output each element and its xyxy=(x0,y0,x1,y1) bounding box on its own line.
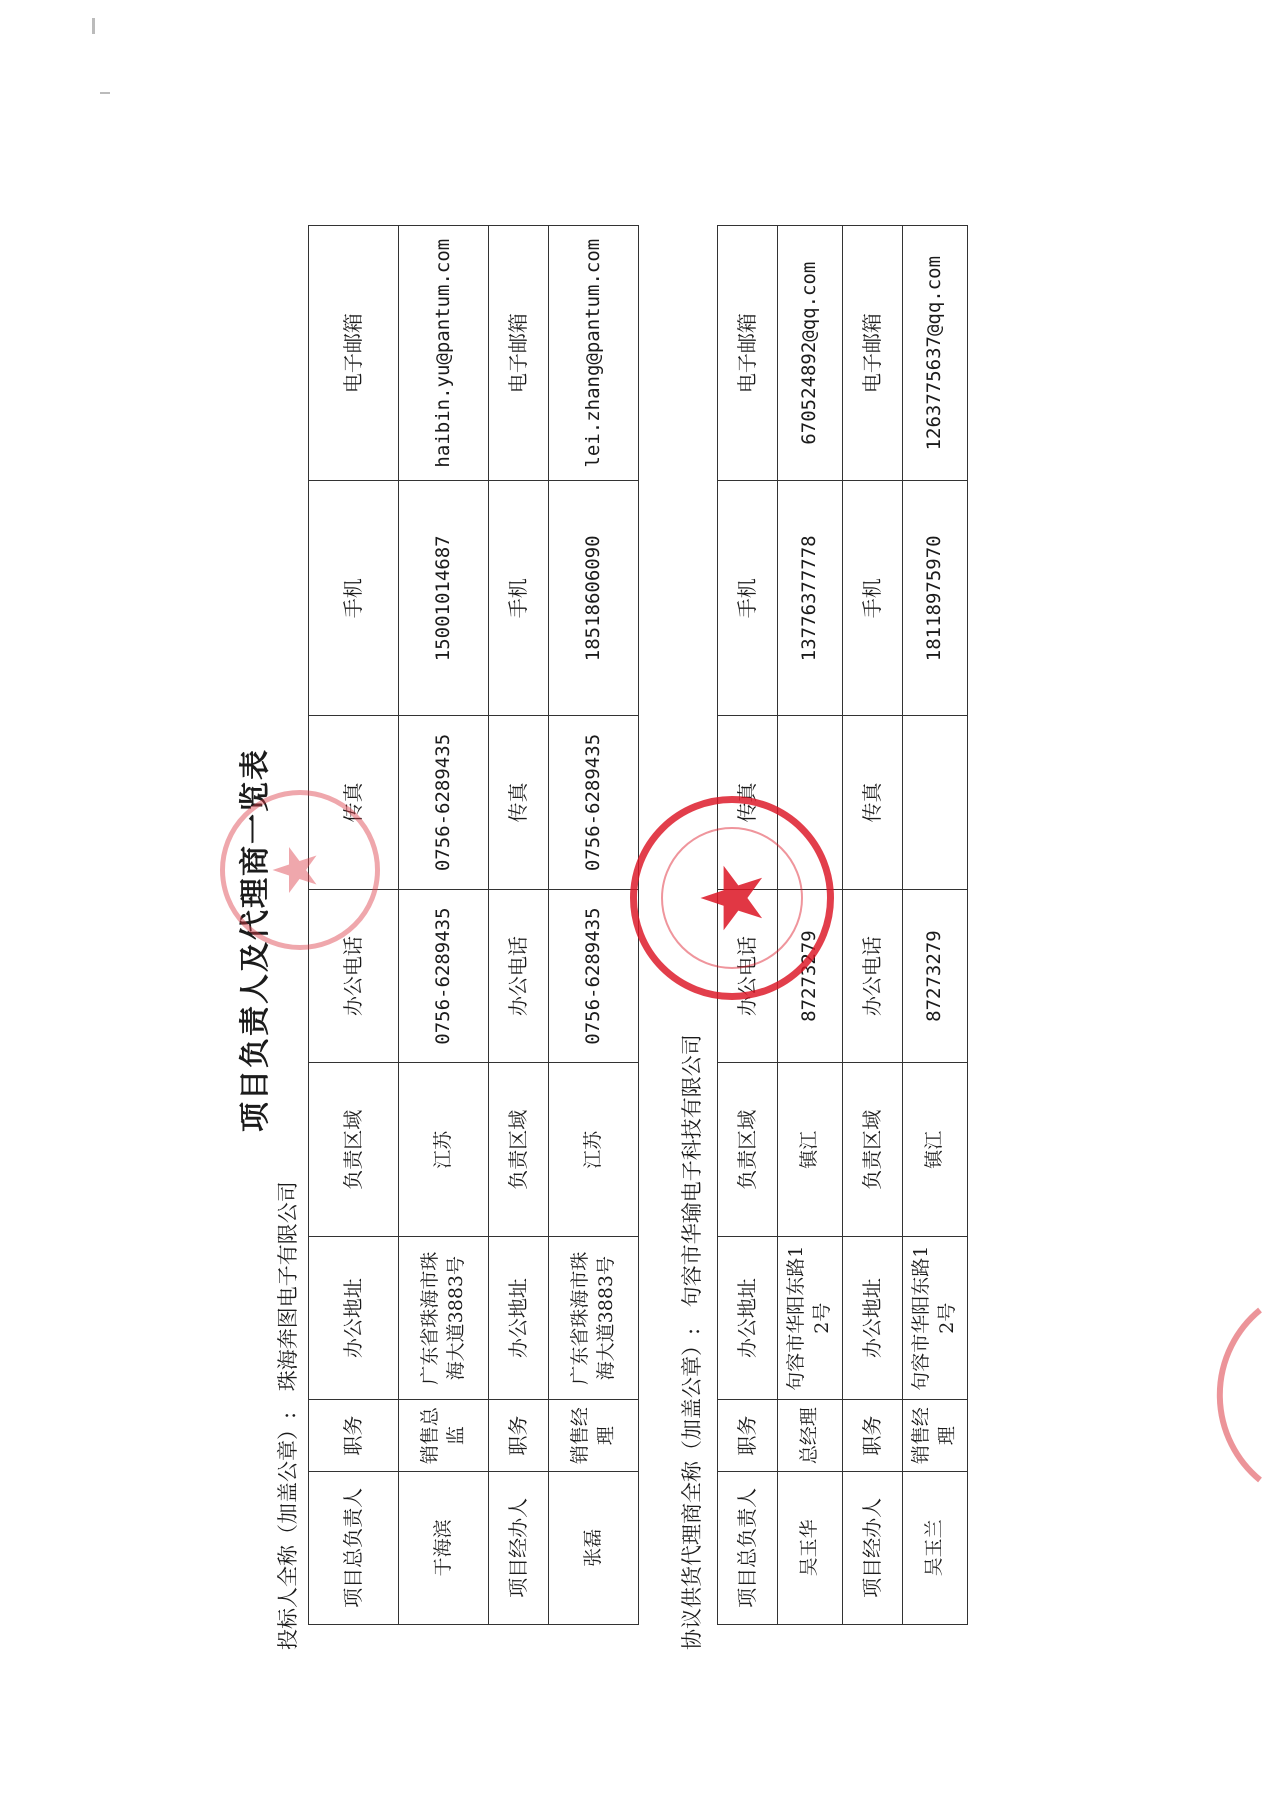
header-cell: 办公地址 xyxy=(843,1236,903,1399)
scan-mark xyxy=(100,92,110,94)
header-cell: 传真 xyxy=(718,716,778,890)
agent-name-line xyxy=(676,1034,706,1650)
header-cell: 手机 xyxy=(718,481,778,716)
header-cell: 手机 xyxy=(489,481,549,716)
office-phone: 87273279 xyxy=(903,889,968,1063)
mobile: 18518606090 xyxy=(549,481,639,716)
header-cell: 职务 xyxy=(843,1400,903,1471)
header-cell: 职务 xyxy=(718,1400,778,1471)
job-title: 销售总监 xyxy=(399,1400,489,1471)
table-row xyxy=(549,226,639,1625)
header-cell: 项目经办人 xyxy=(489,1471,549,1624)
header-cell: 负责区域 xyxy=(718,1063,778,1237)
office-address: 广东省珠海市珠海大道3883号 xyxy=(399,1236,489,1399)
table-row xyxy=(778,226,843,1625)
header-cell: 办公地址 xyxy=(718,1236,778,1399)
table-row xyxy=(903,226,968,1625)
fax: 0756-6289435 xyxy=(549,716,639,890)
header-cell: 电子邮箱 xyxy=(489,226,549,481)
office-phone: 0756-6289435 xyxy=(549,889,639,1063)
table-header-row xyxy=(718,226,778,1625)
header-cell: 负责区域 xyxy=(843,1063,903,1237)
table-header-row xyxy=(489,226,549,1625)
table-row xyxy=(399,226,489,1625)
job-title: 销售经理 xyxy=(903,1400,968,1471)
header-cell: 职务 xyxy=(309,1400,399,1471)
bidder-label: 投标人全称（加盖公章）: xyxy=(276,1411,300,1650)
email: 670524892@qq.com xyxy=(778,226,843,481)
header-cell: 负责区域 xyxy=(489,1063,549,1237)
header-cell: 办公电话 xyxy=(489,889,549,1063)
office-phone: 0756-6289435 xyxy=(399,889,489,1063)
bidder-table xyxy=(308,225,639,1625)
header-cell: 传真 xyxy=(489,716,549,890)
header-cell: 项目总负责人 xyxy=(718,1471,778,1624)
header-cell: 职务 xyxy=(489,1400,549,1471)
header-cell: 电子邮箱 xyxy=(718,226,778,481)
email: 1263775637@qq.com xyxy=(903,226,968,481)
office-address: 广东省珠海市珠海大道3883号 xyxy=(549,1236,639,1399)
scan-mark xyxy=(92,18,95,34)
agent-name: 句容市华瑜电子科技有限公司 xyxy=(680,1034,704,1308)
header-cell: 手机 xyxy=(309,481,399,716)
bidder-name-line xyxy=(272,1181,302,1650)
region: 镇江 xyxy=(903,1063,968,1237)
agent-table xyxy=(717,225,968,1625)
person-name: 吴玉华 xyxy=(778,1471,843,1624)
header-cell: 传真 xyxy=(309,716,399,890)
person-name: 吴玉兰 xyxy=(903,1471,968,1624)
header-cell: 电子邮箱 xyxy=(843,226,903,481)
table-header-row xyxy=(309,226,399,1625)
mobile: 13776377778 xyxy=(778,481,843,716)
header-cell: 办公地址 xyxy=(489,1236,549,1399)
email: haibin.yu@pantum.com xyxy=(399,226,489,481)
region: 江苏 xyxy=(399,1063,489,1237)
mobile: 18118975970 xyxy=(903,481,968,716)
job-title: 总经理 xyxy=(778,1400,843,1471)
region: 江苏 xyxy=(549,1063,639,1237)
header-cell: 项目总负责人 xyxy=(309,1471,399,1624)
fax xyxy=(903,716,968,890)
header-cell: 传真 xyxy=(843,716,903,890)
person-name: 于海滨 xyxy=(399,1471,489,1624)
rotated-sheet xyxy=(230,230,1050,1650)
edge-seal-fragment xyxy=(1140,1300,1269,1490)
header-cell: 办公电话 xyxy=(843,889,903,1063)
header-cell: 负责区域 xyxy=(309,1063,399,1237)
fax xyxy=(778,716,843,890)
header-cell: 办公电话 xyxy=(309,889,399,1063)
header-cell: 项目经办人 xyxy=(843,1471,903,1624)
header-cell: 电子邮箱 xyxy=(309,226,399,481)
header-cell: 办公地址 xyxy=(309,1236,399,1399)
agent-label: 协议供货代理商全称（加盖公章）: xyxy=(680,1327,704,1650)
header-cell: 手机 xyxy=(843,481,903,716)
job-title: 销售经理 xyxy=(549,1400,639,1471)
bidder-name: 珠海奔图电子有限公司 xyxy=(276,1181,300,1392)
office-address: 句容市华阳东路12号 xyxy=(903,1236,968,1399)
table-header-row xyxy=(843,226,903,1625)
region: 镇江 xyxy=(778,1063,843,1237)
person-name: 张磊 xyxy=(549,1471,639,1624)
office-address: 句容市华阳东路12号 xyxy=(778,1236,843,1399)
mobile: 15001014687 xyxy=(399,481,489,716)
document-title: 项目负责人及代理商一览表 xyxy=(238,748,273,1132)
email: lei.zhang@pantum.com xyxy=(549,226,639,481)
fax: 0756-6289435 xyxy=(399,716,489,890)
header-cell: 办公电话 xyxy=(718,889,778,1063)
office-phone: 87273279 xyxy=(778,889,843,1063)
